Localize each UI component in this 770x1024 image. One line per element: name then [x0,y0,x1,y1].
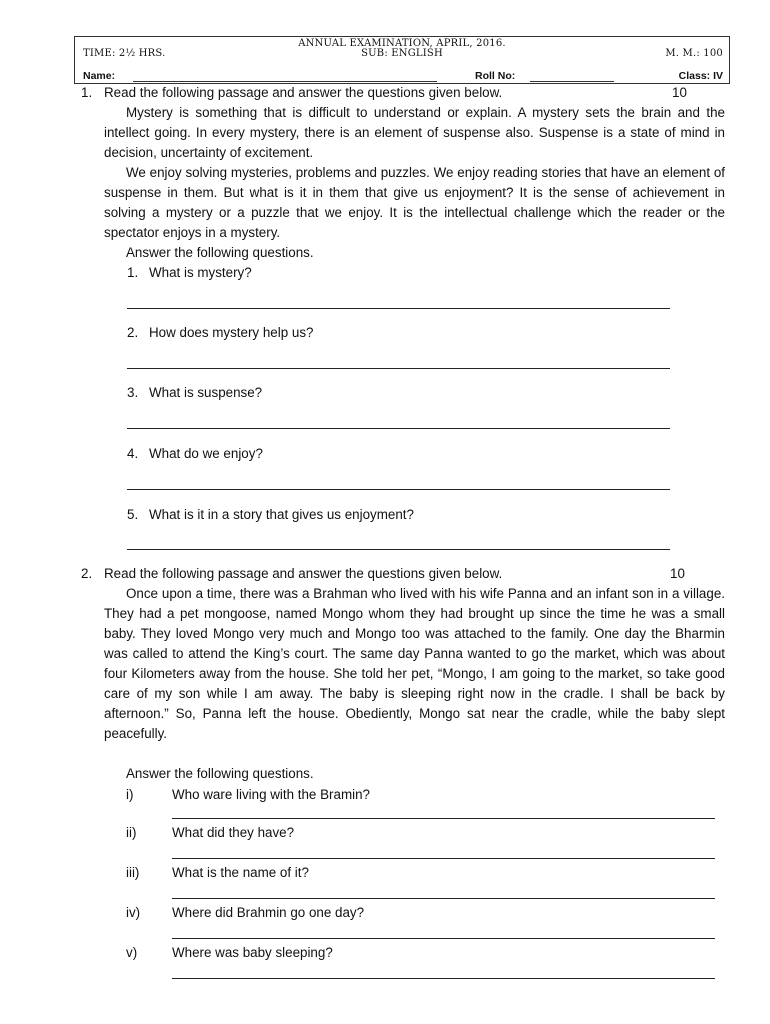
q1-question-number: 4. [127,446,139,461]
q2-question-number: i) [126,787,134,802]
q2-question-text: Where did Brahmin go one day? [172,905,365,920]
q1-passage-paragraph: We enjoy solving mysteries, problems and puzzles. We enjoy reading stories that have an element of suspense in them. But what is it in them that give us enjoyment? It is the sense of achievement in solving a mystery or a puzzle that we enjoy. It is the intellectual challenge which the reader or the spectator enjoys in a mystery. [104,165,725,240]
roll-blank[interactable] [530,81,614,82]
q2-marks: 10 [670,566,685,581]
q2-instruction: Read the following passage and answer the questions given below. [104,566,503,581]
q2-number: 2. [81,566,93,581]
q1-number: 1. [81,85,93,100]
q2-question-text: Where was baby sleeping? [172,945,333,960]
q2-answer-line[interactable] [172,898,715,899]
q1-question-number: 1. [127,265,139,280]
q2-answer-line[interactable] [172,858,715,859]
q1-question-number: 5. [127,507,139,522]
exam-header [74,36,730,84]
q2-passage: Once upon a time, there was a Brahman who lived with his wife Panna and an infant son in a village. They had a pet mongoose, named Mongo whom they had brought up since the time he was a small baby. They loved Mongo very much and Mongo too was attached to the family. One day the Bharmin was called to attend the King’s court. The same day Panna wanted to go the market, which was about four Kilometers away from the house. She told her pet, “Mongo, I am going to the market, so take good care of my son while I am away. The baby is sleeping right now in the cradle. I shall be back by afternoon.” So, Panna left the house. Obediently, Mongo sat near the cradle, while the baby slept peacefully. [104,586,725,741]
class-label: Class: IV [678,70,723,82]
q2-question-text: What is the name of it? [172,865,309,880]
q2-answer-line[interactable] [172,978,715,979]
q1-question-number: 3. [127,385,139,400]
q2-answer-line[interactable] [172,938,715,939]
exam-time: TIME: 2½ HRS. [83,48,166,59]
q1-marks: 10 [672,85,687,100]
q1-answer-prompt: Answer the following questions. [126,245,314,260]
q2-question-text: Who ware living with the Bramin? [172,787,370,802]
q1-passage-paragraph: Mystery is something that is difficult to understand or explain. A mystery sets the brain and the intellect going. In every mystery, there is an element of suspense also. Suspense is a state of mind in decision, uncertainty of excitement. [104,105,725,160]
q1-question-text: What is suspense? [149,385,263,400]
name-blank[interactable] [133,81,437,82]
roll-label: Roll No: [475,70,516,82]
q2-question-number: ii) [126,825,137,840]
q1-question-text: How does mystery help us? [149,325,314,340]
q2-question-number: iv) [126,905,141,920]
q1-answer-line[interactable] [127,489,670,490]
exam-title: ANNUAL EXAMINATION, APRIL, 2016. [298,38,506,49]
exam-subject: SUB: ENGLISH [361,48,443,59]
q1-question-number: 2. [127,325,139,340]
q2-answer-line[interactable] [172,818,715,819]
q1-question-text: What is it in a story that gives us enjoyment? [149,507,414,522]
max-marks: M. M.: 100 [665,48,723,59]
q2-question-number: v) [126,945,138,960]
q1-answer-line[interactable] [127,368,670,369]
q2-answer-prompt: Answer the following questions. [126,766,314,781]
q1-answer-line[interactable] [127,428,670,429]
q1-answer-line[interactable] [127,308,670,309]
name-label: Name: [83,70,116,82]
q2-question-text: What did they have? [172,825,295,840]
q1-question-text: What do we enjoy? [149,446,263,461]
q1-question-text: What is mystery? [149,265,252,280]
q1-instruction: Read the following passage and answer the questions given below. [104,85,503,100]
q1-answer-line[interactable] [127,549,670,550]
q2-question-number: iii) [126,865,140,880]
